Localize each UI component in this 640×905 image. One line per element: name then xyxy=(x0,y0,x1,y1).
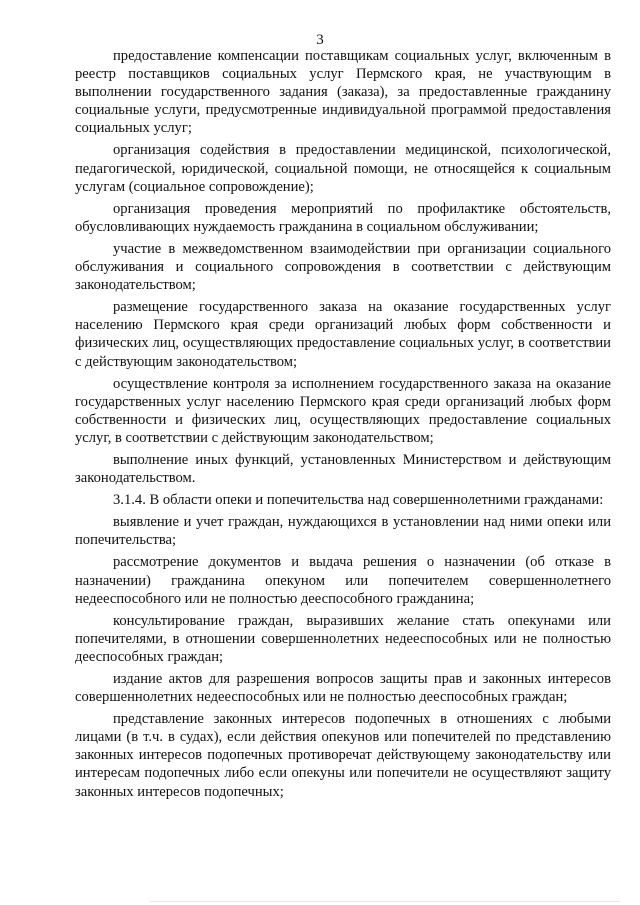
paragraph-identification: выявление и учет граждан, нуждающихся в установлении над ними опеки или попечительства; xyxy=(75,514,611,549)
paragraph-consulting: консультирование граждан, выразивших желание стать опекунами или попечителями, в отношении совершеннолетних недееспособных или не полностью дееспособных граждан; xyxy=(75,612,611,665)
scan-edge-line xyxy=(150,901,620,902)
paragraph-guardian-appointment: рассмотрение документов и выдача решения о назначении (об отказе в назначении) гражданина опекуном или попечителем совершеннолетнего недееспособного или не полностью дееспособного гражданина; xyxy=(75,554,611,607)
paragraph-control: осуществление контроля за исполнением государственного заказа на оказание государственных услуг населению Пермского края среди организаций любых форм собственности и физических лиц, осуществляющих предоставление социальных услуг, в соответствии с действующим законодательством; xyxy=(75,375,611,446)
paragraph-acts: издание актов для разрешения вопросов защиты прав и законных интересов совершеннолетних недееспособных или не полностью дееспособных граждан; xyxy=(75,671,611,706)
section-heading-3-1-4: 3.1.4. В области опеки и попечительства над совершеннолетними гражданами: xyxy=(113,492,604,509)
paragraph-prevention: организация проведения мероприятий по профилактике обстоятельств, обусловливающих нуждаемость гражданина в социальном обслуживании; xyxy=(75,200,611,235)
paragraph-interagency: участие в межведомственном взаимодействии при организации социального обслуживания и социального сопровождения в соответствии с действующим законодательством; xyxy=(75,240,611,294)
paragraph-compensation: предоставление компенсации поставщикам социальных услуг, включенным в реестр поставщиков социальных услуг Пермского края, не участвующим в выполнении государственного задания (заказа), за предоставленные гражданину социальные услуги, предусмотренные индивидуальной программой предоставления социальных услуг; xyxy=(75,48,611,137)
paragraph-other-functions: выполнение иных функций, установленных Министерством и действующим законодательством. xyxy=(75,451,611,487)
page-number: 3 xyxy=(316,32,324,48)
paragraph-representation: представление законных интересов подопечных в отношениях с любыми лицами (в т.ч. в судах), если действия опекунов или попечителей по представлению законных интересов подопечных противоречат действующему законодательству или интересам подопечных либо если опекуны или попечители не осуществляют защиту законных интересов подопечных; xyxy=(75,711,611,800)
paragraph-social-support: организация содействия в предоставлении медицинской, психологической, педагогической, юридической, социальной помощи, не относящейся к социальным услугам (социальное сопровождение); xyxy=(75,142,611,195)
document-body xyxy=(75,47,611,801)
paragraph-state-order: размещение государственного заказа на оказание государственных услуг населению Пермского края среди организаций любых форм собственности и физических лиц, осуществляющих предоставление социальных услуг, в соответствии с действующим законодательством; xyxy=(75,299,611,370)
